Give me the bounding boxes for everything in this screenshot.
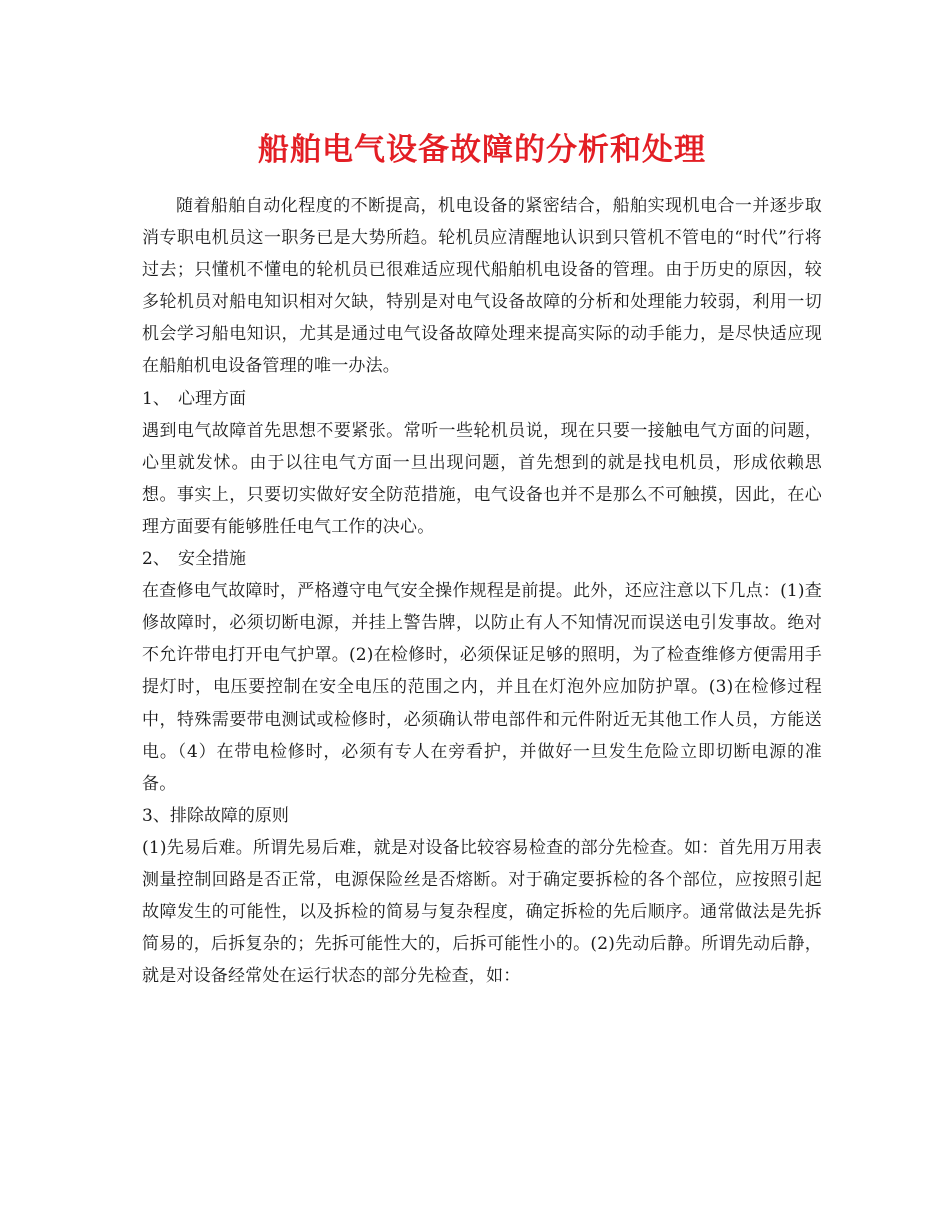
section-2-number: 2、 [142, 549, 170, 570]
document-title: 船舶电气设备故障的分析和处理 [258, 132, 706, 168]
section-3-heading: 3、排除故障的原则 [142, 805, 289, 826]
document-body [142, 190, 822, 992]
section-2-heading [142, 543, 822, 575]
document-page [142, 0, 822, 992]
section-1-number: 1、 [142, 388, 170, 409]
section-2-paragraph: 在查修电气故障时，严格遵守电气安全操作规程是前提。此外，还应注意以下几点：(1)查修故障时，必须切断电源，并挂上警告牌，以防止有人不知情况而误送电引发事故。绝对不允许带电打开电气护罩。(2)在检修时，必须保证足够的照明，为了检查维修方便需用手提灯时，电压要控制在安全电压的范围之内，并且在灯泡外应加防护罩。(3)在检修过程中，特殊需要带电测试或检修时，必须确认带电部件和元件附近无其他工作人员，方能送电。（4）在带电检修时，必须有专人在旁看护，并做好一旦发生危险立即切断电源的准备。 [142, 581, 822, 794]
section-1-paragraph: 遇到电气故障首先思想不要紧张。常听一些轮机员说，现在只要一接触电气方面的问题，心里就发怵。由于以往电气方面一旦出现问题，首先想到的就是找电机员，形成依赖思想。事实上，只要切实做好安全防范措施，电气设备也并不是那么不可触摸，因此，在心理方面要有能够胜任电气工作的决心。 [142, 420, 822, 537]
section-3-paragraph: (1)先易后难。所谓先易后难，就是对设备比较容易检查的部分先检查。如：首先用万用表测量控制回路是否正常，电源保险丝是否熔断。对于确定要拆检的各个部位，应按照引起故障发生的可能性，以及拆检的简易与复杂程度，确定拆检的先后顺序。通常做法是先拆简易的，后拆复杂的；先拆可能性大的，后拆可能性小的。(2)先动后静。所谓先动后静，就是对设备经常处在运行状态的部分先检查，如： [142, 837, 822, 987]
section-2-title: 安全措施 [178, 549, 246, 570]
section-1-heading [142, 383, 822, 415]
section-1-title: 心理方面 [178, 388, 246, 409]
intro-paragraph: 随着船舶自动化程度的不断提高，机电设备的紧密结合，船舶实现机电合一并逐步取消专职电机员这一职务已是大势所趋。轮机员应清醒地认识到只管机不管电的“时代”行将过去；只懂机不懂电的轮机员已很难适应现代船舶机电设备的管理。由于历史的原因，较多轮机员对船电知识相对欠缺，特别是对电气设备故障的分析和处理能力较弱，利用一切机会学习船电知识，尤其是通过电气设备故障处理来提高实际的动手能力，是尽快适应现在船舶机电设备管理的唯一办法。 [142, 196, 822, 377]
